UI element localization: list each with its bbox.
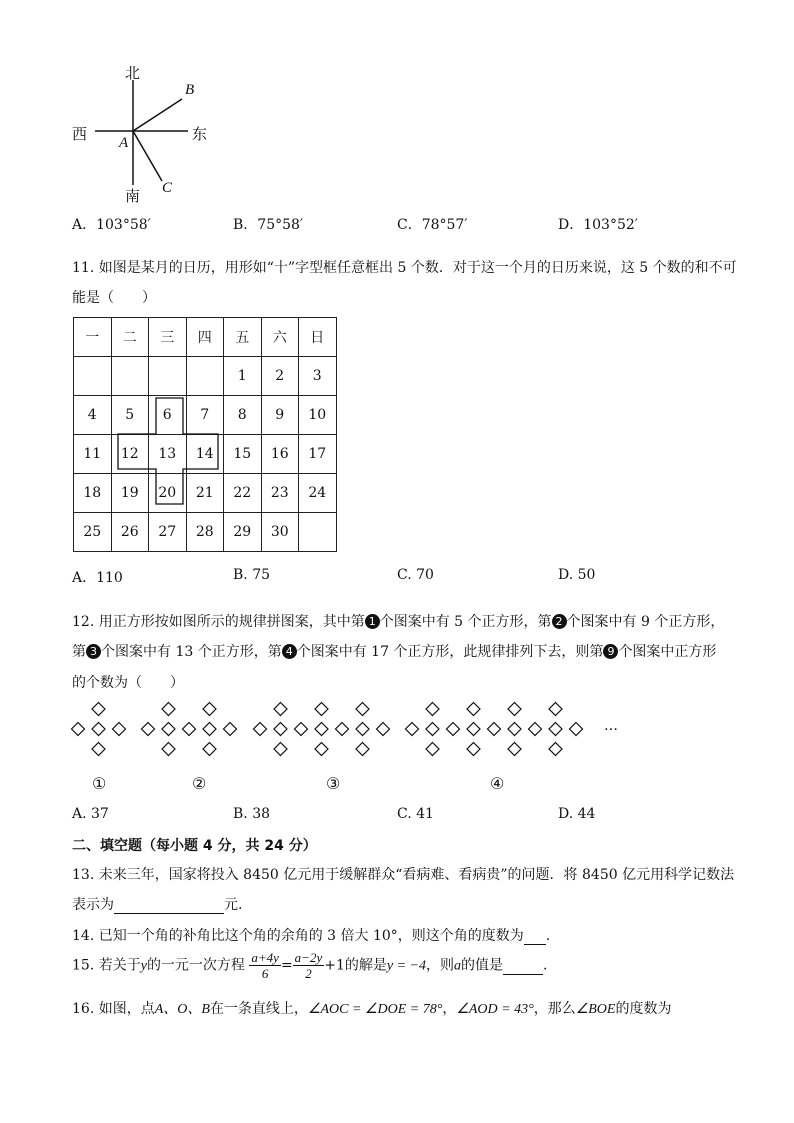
pattern-square [426, 743, 439, 756]
q15-text [72, 950, 547, 981]
q16-text: ，那么 [533, 1001, 576, 1017]
q15-text: +1的解是 [324, 957, 387, 974]
q15-text: 的一元一次方程 [146, 957, 245, 974]
calendar-cell: 27 [149, 513, 187, 552]
point-c-label: C [162, 180, 173, 196]
calendar-cell: 8 [224, 396, 262, 435]
calendar-cell: 21 [186, 474, 224, 513]
pattern-square [274, 703, 287, 716]
point-b-label: B [185, 82, 195, 98]
q12-text: 12. 用正方形按如图所示的规律拼图案，其中第 [72, 614, 365, 630]
calendar-cell: 5 [111, 396, 149, 435]
calendar-cell: 12 [111, 435, 149, 474]
pattern-square [406, 723, 419, 736]
pattern-square [72, 723, 85, 736]
q14-text [72, 925, 550, 945]
fraction-1-numerator: a+4y [251, 950, 279, 965]
q15-var: y [140, 958, 147, 974]
q12-text: 个图案中有 17 个正方形，此规律排列下去，则第 [296, 644, 604, 660]
answer-blank[interactable] [524, 928, 546, 945]
pattern-square [377, 723, 390, 736]
calendar-cell: 29 [224, 513, 262, 552]
calendar-header-cell: 日 [299, 318, 337, 357]
q15-end: . [542, 957, 548, 974]
q12-option-c: C. 41 [397, 806, 434, 822]
pattern-square [92, 743, 105, 756]
calendar-cell: 30 [261, 513, 299, 552]
calendar-cell: 11 [74, 435, 112, 474]
q15-text: 的值是 [460, 957, 503, 974]
q10-option-c: C．78°57′ [397, 217, 468, 233]
pattern-square [162, 703, 175, 716]
pattern-label-4: ④ [490, 774, 505, 793]
q12-text: 个图案中有 9 个正方形， [566, 614, 725, 630]
pattern-square [426, 703, 439, 716]
calendar-cell: 18 [74, 474, 112, 513]
q11-option-c: C. 70 [397, 567, 434, 583]
fraction-1-denominator: 6 [261, 966, 269, 981]
q12-text: 个图案中有 13 个正方形，第 [101, 644, 282, 660]
pattern-square [203, 703, 216, 716]
calendar-cell [111, 357, 149, 396]
q16-angle: ∠BOE [575, 1002, 616, 1017]
pattern-square [113, 723, 126, 736]
pattern-square [274, 723, 287, 736]
q10-option-b: B．75°58′ [233, 217, 304, 233]
calendar-cell: 2 [261, 357, 299, 396]
pattern-square [315, 703, 328, 716]
q16-points: A、O、B [154, 1002, 210, 1017]
q15-solution: y = −4 [386, 958, 426, 974]
fraction-2-denominator: 2 [305, 966, 312, 981]
pattern-square [356, 723, 369, 736]
calendar-cell: 25 [74, 513, 112, 552]
q12-option-a: A. 37 [72, 806, 109, 822]
calendar-cell: 13 [149, 435, 187, 474]
pattern-square [488, 723, 501, 736]
calendar-row [74, 357, 337, 396]
circled-number: 2 [552, 614, 567, 629]
q13-text: 表示为 [72, 897, 114, 913]
pattern-square [295, 723, 308, 736]
west-label: 西 [72, 125, 88, 143]
q16-equation-2: ∠AOD = 43° [456, 1002, 534, 1017]
pattern-square [549, 743, 562, 756]
q11-option-a: A．110 [72, 570, 123, 586]
fraction-2-numerator: a−2y [294, 950, 323, 965]
south-label: 南 [125, 187, 141, 205]
calendar-cell: 10 [299, 396, 337, 435]
fraction-1 [249, 950, 281, 981]
pattern-ellipsis: … [604, 718, 618, 734]
q12-option-b: B. 38 [233, 806, 271, 822]
answer-blank[interactable] [503, 958, 543, 975]
pattern-square [274, 743, 287, 756]
pattern-square [92, 723, 105, 736]
calendar-cell: 3 [299, 357, 337, 396]
pattern-square [426, 723, 439, 736]
q11-text-line1: 11. 如图是某月的日历，用形如“十”字型框任意框出 5 个数．对于这一个月的日历来说，这 5 个数的和不可 [72, 260, 737, 276]
circled-number: 4 [282, 644, 297, 659]
q12-text: 第 [72, 644, 86, 660]
calendar-cell: 17 [299, 435, 337, 474]
q16-text [72, 998, 671, 1018]
pattern-square [467, 723, 480, 736]
north-label: 北 [125, 64, 141, 82]
q16-text: 在一条直线上， [209, 1001, 308, 1017]
q11-option-d: D. 50 [558, 567, 596, 583]
calendar-cell: 14 [186, 435, 224, 474]
q11-option-b: B. 75 [233, 567, 271, 583]
pattern-square [549, 723, 562, 736]
pattern-square [508, 703, 521, 716]
cross-frame [112, 396, 222, 508]
calendar-cell [74, 357, 112, 396]
circled-number: 9 [603, 644, 618, 659]
calendar-cell: 6 [149, 396, 187, 435]
calendar-cell: 23 [261, 474, 299, 513]
pattern-square [447, 723, 460, 736]
pattern-square [142, 723, 155, 736]
pattern-square [467, 743, 480, 756]
q15-text: ，则 [425, 957, 454, 974]
calendar-cell: 20 [149, 474, 187, 513]
pattern-square [508, 723, 521, 736]
q12-text-line3: 的个数为（ ） [72, 675, 184, 691]
calendar-cell: 22 [224, 474, 262, 513]
q12-text: 个图案中正方形 [618, 644, 717, 660]
calendar-header-row [74, 318, 337, 357]
calendar-cell: 4 [74, 396, 112, 435]
calendar-header-cell: 四 [186, 318, 224, 357]
answer-blank[interactable] [114, 897, 224, 914]
calendar-header-cell: 五 [224, 318, 262, 357]
calendar-cell: 7 [186, 396, 224, 435]
calendar-cell: 26 [111, 513, 149, 552]
calendar-cell: 24 [299, 474, 337, 513]
calendar-cell [299, 513, 337, 552]
calendar-header-cell: 三 [149, 318, 187, 357]
pattern-square [570, 723, 583, 736]
calendar-cell: 15 [224, 435, 262, 474]
pattern-square [203, 743, 216, 756]
q13-text-line2 [72, 894, 242, 914]
pattern-square [162, 743, 175, 756]
pattern-label-1: ① [92, 774, 107, 793]
fraction-2 [293, 950, 325, 981]
pattern-square [183, 723, 196, 736]
calendar-cell [186, 357, 224, 396]
calendar-cell: 28 [186, 513, 224, 552]
calendar-cell: 19 [111, 474, 149, 513]
q16-text: ， [442, 1001, 457, 1017]
pattern-square [315, 743, 328, 756]
pattern-square [203, 723, 216, 736]
calendar-cell: 16 [261, 435, 299, 474]
circled-number: 1 [365, 614, 380, 629]
q15-text: 15. 若关于 [72, 957, 141, 974]
calendar-cell: 1 [224, 357, 262, 396]
q14-end: . [545, 928, 551, 944]
calendar-header-cell: 一 [74, 318, 112, 357]
q13-text: 元. [224, 897, 243, 913]
q15-eq: = [280, 957, 293, 974]
pattern-square [336, 723, 349, 736]
q10-option-a: A．103°58′ [72, 217, 151, 233]
q11-text-line2: 能是（ ） [72, 290, 156, 306]
calendar-header-cell: 六 [261, 318, 299, 357]
q13-text-line1: 13. 未来三年，国家将投入 8450 亿元用于缓解群众“看病难、看病贵”的问题．将 8450 亿元用科学记数法 [72, 867, 735, 883]
pattern-square [162, 723, 175, 736]
q15-avar: a [453, 958, 461, 974]
pattern-square [508, 743, 521, 756]
pattern-square [254, 723, 267, 736]
q16-equation-1: ∠AOC = ∠DOE = 78° [307, 1002, 443, 1017]
square-pattern [60, 695, 660, 765]
pattern-square [356, 743, 369, 756]
east-label: 东 [192, 125, 208, 143]
pattern-square [224, 723, 237, 736]
pattern-square [92, 703, 105, 716]
calendar-row [74, 513, 337, 552]
pattern-square [356, 703, 369, 716]
section-2-title: 二、填空题（每小题 4 分，共 24 分） [72, 838, 317, 854]
q14-stem: 14. 已知一个角的补角比这个角的余角的 3 倍大 10°，则这个角的度数为 [72, 928, 524, 944]
pattern-square [529, 723, 542, 736]
q10-option-d: D．103°52′ [558, 217, 638, 233]
pattern-square [315, 723, 328, 736]
pattern-label-2: ② [192, 774, 207, 793]
q12-text: 个图案中有 5 个正方形，第 [379, 614, 552, 630]
q16-text: 16. 如图，点 [72, 1001, 155, 1017]
calendar-header-cell: 二 [111, 318, 149, 357]
point-a-label: A [119, 135, 129, 151]
calendar-cell: 9 [261, 396, 299, 435]
pattern-square [467, 703, 480, 716]
calendar-cell [149, 357, 187, 396]
q12-text-line2 [72, 641, 716, 661]
q16-text: 的度数为 [615, 1001, 672, 1017]
circled-number: 3 [86, 644, 101, 659]
pattern-square [549, 703, 562, 716]
pattern-label-3: ③ [326, 774, 341, 793]
q12-text-line1 [72, 611, 724, 631]
q12-option-d: D. 44 [558, 806, 596, 822]
